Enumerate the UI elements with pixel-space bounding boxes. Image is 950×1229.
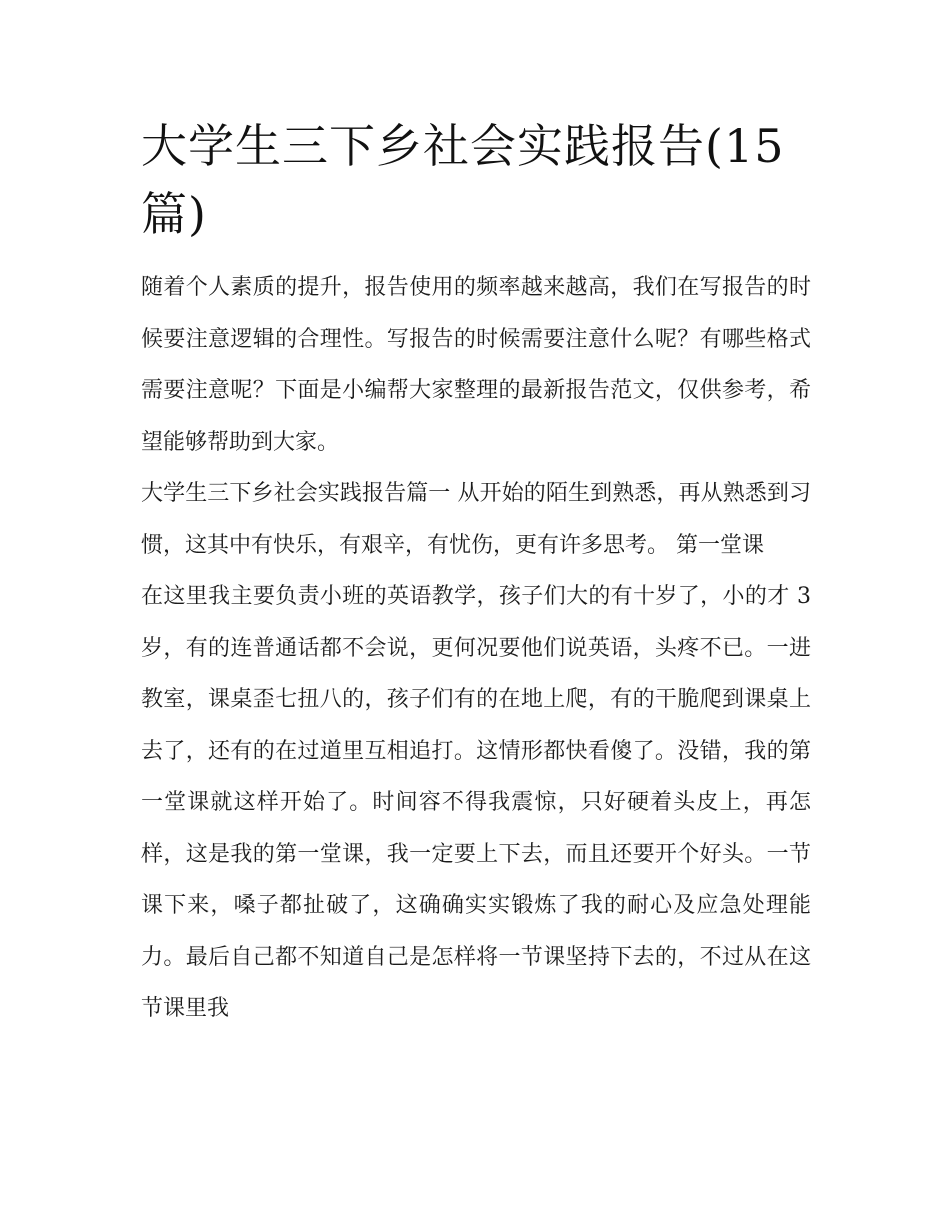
paragraph-intro: 随着个人素质的提升，报告使用的频率越来越高，我们在写报告的时候要注意逻辑的合理性。写报告的时候需要注意什么呢？有哪些格式需要注意呢？下面是小编帮大家整理的最新报告范文，仅供参考，希望能够帮助到大家。 <box>141 275 811 455</box>
paragraph-chapter-one-opening: 大学生三下乡社会实践报告篇一 从开始的陌生到熟悉，再从熟悉到习惯，这其中有快乐，有艰辛，有忧伤，更有许多思考。 第一堂课 <box>141 481 811 558</box>
document-title: 大学生三下乡社会实践报告(15篇) <box>141 119 785 241</box>
document-body <box>141 262 811 1035</box>
paragraph-first-class: 在这里我主要负责小班的英语教学，孩子们大的有十岁了，小的才 3 岁，有的连普通话都不会说，更何况要他们说英语，头疼不已。一进教室，课桌歪七扭八的，孩子们有的在地上爬，有的干脆爬到课桌上去了，还有的在过道里互相追打。这情形都快看傻了。没错，我的第一堂课就这样开始了。时间容不得我震惊，只好硬着头皮上，再怎样，这是我的第一堂课，我一定要上下去，而且还要开个好头。一节课下来，嗓子都扯破了，这确确实实锻炼了我的耐心及应急处理能力。最后自己都不知道自己是怎样将一节课坚持下去的，不过从在这节课里我 <box>141 584 811 1021</box>
document-content <box>141 112 811 1035</box>
